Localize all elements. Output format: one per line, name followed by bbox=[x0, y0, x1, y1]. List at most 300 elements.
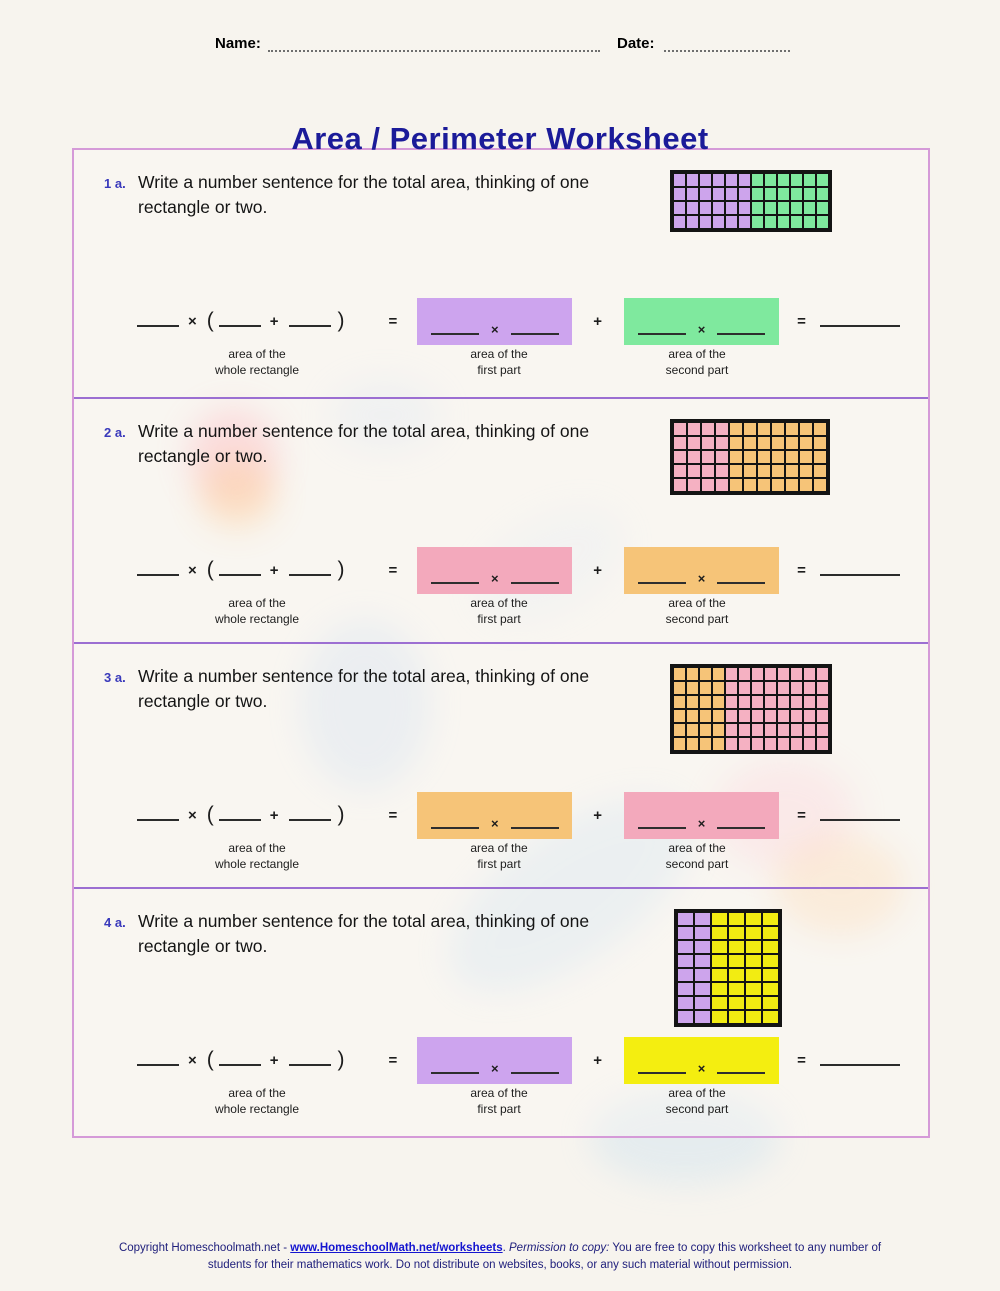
grid-cell bbox=[746, 955, 761, 967]
grid-cell bbox=[726, 188, 737, 200]
grid-cell bbox=[678, 969, 693, 981]
grid-cell bbox=[712, 927, 727, 939]
grid-cell bbox=[804, 738, 815, 750]
problem-4 bbox=[74, 887, 928, 1136]
grid-cell bbox=[814, 451, 826, 463]
grid-cell bbox=[674, 174, 685, 186]
grid-cell bbox=[729, 969, 744, 981]
grid-cell bbox=[800, 437, 812, 449]
second-part-label: area of the second part bbox=[665, 347, 729, 378]
plus-sign: + bbox=[593, 312, 603, 330]
first-part-label: area of the first part bbox=[470, 1086, 528, 1117]
grid-cell bbox=[687, 724, 698, 736]
grid-cell bbox=[800, 423, 812, 435]
grid-cell bbox=[739, 724, 750, 736]
grid-cell bbox=[765, 188, 776, 200]
grid-cell bbox=[778, 174, 789, 186]
grid-cell bbox=[700, 738, 711, 750]
grid-cell bbox=[687, 202, 698, 214]
grid-cell bbox=[678, 927, 693, 939]
grid-cell bbox=[713, 202, 724, 214]
times-sign: × bbox=[188, 806, 197, 824]
grid-cell bbox=[772, 451, 784, 463]
problem-prompt: Write a number sentence for the total area, thinking of one rectangle or two. bbox=[138, 421, 590, 466]
problem-prompt: Write a number sentence for the total area, thinking of one rectangle or two. bbox=[138, 172, 590, 217]
grid-cell bbox=[729, 997, 744, 1009]
grid-cell bbox=[817, 174, 828, 186]
grid-cell bbox=[716, 465, 728, 477]
grid-cell bbox=[778, 668, 789, 680]
grid-cell bbox=[758, 423, 770, 435]
grid-cell bbox=[791, 738, 802, 750]
grid-cell bbox=[772, 465, 784, 477]
grid-cell bbox=[817, 668, 828, 680]
first-part-label: area of the first part bbox=[470, 841, 528, 872]
grid-cell bbox=[678, 955, 693, 967]
grid-cell bbox=[695, 983, 710, 995]
grid-cell bbox=[791, 216, 802, 228]
grid-cell bbox=[702, 423, 714, 435]
equation-row bbox=[74, 1034, 928, 1086]
blank-first-width bbox=[219, 809, 261, 821]
grid-cell bbox=[702, 479, 714, 491]
whole-rectangle-label: area of the whole rectangle bbox=[214, 596, 300, 627]
grid-cell bbox=[678, 983, 693, 995]
grid-cell bbox=[763, 983, 778, 995]
grid-cell bbox=[765, 724, 776, 736]
grid-cell bbox=[778, 188, 789, 200]
grid-cell bbox=[765, 174, 776, 186]
grid-cell bbox=[800, 451, 812, 463]
blank-whole-width bbox=[137, 809, 179, 821]
grid-cell bbox=[763, 913, 778, 925]
times-sign: × bbox=[697, 321, 706, 337]
grid-cell bbox=[700, 216, 711, 228]
grid-cell bbox=[702, 465, 714, 477]
grid-cell bbox=[817, 202, 828, 214]
grid-cell bbox=[700, 710, 711, 722]
blank-second-length bbox=[638, 582, 686, 584]
blank-whole-width bbox=[137, 564, 179, 576]
blank-total-area bbox=[820, 809, 900, 821]
grid-cell bbox=[739, 188, 750, 200]
grid-cell bbox=[687, 738, 698, 750]
grid-cell bbox=[730, 451, 742, 463]
date-blank-line bbox=[664, 36, 790, 52]
name-blank-line bbox=[268, 36, 600, 52]
problem-1 bbox=[74, 150, 928, 397]
plus-sign: + bbox=[269, 561, 279, 579]
second-part-box bbox=[624, 792, 779, 839]
plus-sign: + bbox=[269, 312, 279, 330]
grid-cell bbox=[729, 913, 744, 925]
grid-cell bbox=[758, 451, 770, 463]
equals-sign: = bbox=[388, 561, 398, 579]
grid-cell bbox=[758, 437, 770, 449]
grid-cell bbox=[744, 451, 756, 463]
grid-cell bbox=[791, 174, 802, 186]
grid-cell bbox=[700, 202, 711, 214]
whole-rectangle-label: area of the whole rectangle bbox=[214, 841, 300, 872]
plus-sign: + bbox=[269, 806, 279, 824]
problem-2 bbox=[74, 397, 928, 642]
grid-cell bbox=[778, 682, 789, 694]
worksheets-link[interactable]: www.HomeschoolMath.net/worksheets bbox=[290, 1242, 503, 1254]
first-part-label: area of the first part bbox=[470, 347, 528, 378]
blank-whole-width bbox=[137, 315, 179, 327]
grid-cell bbox=[817, 696, 828, 708]
grid-cell bbox=[817, 682, 828, 694]
times-sign: × bbox=[188, 1051, 197, 1069]
grid-cell bbox=[674, 188, 685, 200]
grid-cell bbox=[739, 682, 750, 694]
grid-cell bbox=[730, 423, 742, 435]
grid-cell bbox=[713, 724, 724, 736]
grid-cell bbox=[814, 479, 826, 491]
blank-second-width bbox=[289, 564, 331, 576]
blank-total-area bbox=[820, 1054, 900, 1066]
first-part-box bbox=[417, 298, 572, 345]
date-label: Date: bbox=[617, 35, 655, 52]
grid-cell bbox=[800, 465, 812, 477]
grid-cell bbox=[804, 188, 815, 200]
grid-cell bbox=[688, 479, 700, 491]
grid-cell bbox=[713, 738, 724, 750]
blank-second-height bbox=[717, 827, 765, 829]
grid-cell bbox=[700, 174, 711, 186]
plus-sign: + bbox=[593, 1051, 603, 1069]
problem-number: 2 a. bbox=[104, 425, 126, 440]
grid-cell bbox=[695, 941, 710, 953]
blank-first-width bbox=[219, 564, 261, 576]
blank-first-height bbox=[511, 827, 559, 829]
times-sign: × bbox=[188, 312, 197, 330]
equals-sign: = bbox=[388, 312, 398, 330]
grid-cell bbox=[726, 202, 737, 214]
grid-cell bbox=[678, 997, 693, 1009]
grid-cell bbox=[674, 451, 686, 463]
grid-cell bbox=[695, 1011, 710, 1023]
equals-sign: = bbox=[797, 1051, 806, 1069]
close-paren: ) bbox=[337, 309, 345, 332]
grid-cell bbox=[765, 696, 776, 708]
blank-total-area bbox=[820, 315, 900, 327]
times-sign: × bbox=[491, 1060, 499, 1076]
grid-cell bbox=[712, 913, 727, 925]
grid-cell bbox=[712, 969, 727, 981]
grid-cell bbox=[687, 696, 698, 708]
equals-sign: = bbox=[797, 806, 806, 824]
grid-cell bbox=[778, 696, 789, 708]
grid-cell bbox=[674, 423, 686, 435]
grid-cell bbox=[804, 216, 815, 228]
grid-cell bbox=[674, 682, 685, 694]
grid-cell bbox=[772, 423, 784, 435]
blank-first-length bbox=[431, 1072, 479, 1074]
grid-cell bbox=[674, 202, 685, 214]
grid-cell bbox=[744, 465, 756, 477]
area-grid bbox=[674, 909, 782, 1027]
open-paren: ( bbox=[206, 309, 214, 332]
grid-cell bbox=[765, 710, 776, 722]
grid-cell bbox=[752, 738, 763, 750]
grid-cell bbox=[778, 724, 789, 736]
grid-cell bbox=[674, 216, 685, 228]
area-grid bbox=[670, 419, 830, 495]
copyright-text: . bbox=[502, 1242, 510, 1254]
grid-cell bbox=[791, 724, 802, 736]
grid-cell bbox=[695, 927, 710, 939]
grid-cell bbox=[739, 710, 750, 722]
grid-cell bbox=[739, 216, 750, 228]
grid-cell bbox=[814, 437, 826, 449]
grid-cell bbox=[687, 710, 698, 722]
grid-cell bbox=[814, 423, 826, 435]
grid-cell bbox=[763, 927, 778, 939]
open-paren: ( bbox=[206, 803, 214, 826]
blank-second-width bbox=[289, 1054, 331, 1066]
grid-cell bbox=[765, 682, 776, 694]
grid-cell bbox=[817, 710, 828, 722]
grid-cell bbox=[778, 738, 789, 750]
grid-cell bbox=[713, 682, 724, 694]
problem-number: 4 a. bbox=[104, 915, 126, 930]
open-paren: ( bbox=[206, 1048, 214, 1071]
grid-cell bbox=[746, 969, 761, 981]
second-part-label: area of the second part bbox=[665, 841, 729, 872]
close-paren: ) bbox=[337, 1048, 345, 1071]
grid-cell bbox=[678, 941, 693, 953]
grid-cell bbox=[804, 174, 815, 186]
grid-cell bbox=[674, 724, 685, 736]
second-part-box bbox=[624, 1037, 779, 1084]
first-part-box bbox=[417, 547, 572, 594]
problem-prompt: Write a number sentence for the total area, thinking of one rectangle or two. bbox=[138, 911, 590, 956]
blank-total-area bbox=[820, 564, 900, 576]
grid-cell bbox=[712, 1011, 727, 1023]
grid-cell bbox=[791, 188, 802, 200]
grid-cell bbox=[674, 738, 685, 750]
grid-cell bbox=[804, 682, 815, 694]
grid-cell bbox=[763, 941, 778, 953]
grid-cell bbox=[716, 451, 728, 463]
grid-cell bbox=[726, 738, 737, 750]
grid-cell bbox=[700, 724, 711, 736]
grid-cell bbox=[752, 188, 763, 200]
blank-first-width bbox=[219, 315, 261, 327]
grid-cell bbox=[765, 202, 776, 214]
grid-cell bbox=[687, 668, 698, 680]
grid-cell bbox=[695, 955, 710, 967]
grid-cell bbox=[744, 437, 756, 449]
grid-cell bbox=[763, 997, 778, 1009]
grid-cell bbox=[804, 202, 815, 214]
grid-cell bbox=[746, 1011, 761, 1023]
blank-second-length bbox=[638, 827, 686, 829]
grid-cell bbox=[730, 437, 742, 449]
blank-first-width bbox=[219, 1054, 261, 1066]
grid-cell bbox=[739, 696, 750, 708]
first-part-box bbox=[417, 792, 572, 839]
grid-cell bbox=[786, 465, 798, 477]
grid-cell bbox=[688, 451, 700, 463]
blank-second-height bbox=[717, 582, 765, 584]
times-sign: × bbox=[697, 1060, 706, 1076]
grid-cell bbox=[700, 682, 711, 694]
grid-cell bbox=[752, 202, 763, 214]
grid-cell bbox=[739, 738, 750, 750]
grid-cell bbox=[726, 174, 737, 186]
grid-cell bbox=[800, 479, 812, 491]
grid-cell bbox=[739, 202, 750, 214]
grid-cell bbox=[716, 423, 728, 435]
blank-second-width bbox=[289, 315, 331, 327]
grid-cell bbox=[688, 437, 700, 449]
times-sign: × bbox=[491, 321, 499, 337]
blank-second-height bbox=[717, 333, 765, 335]
grid-cell bbox=[765, 668, 776, 680]
copyright-footer bbox=[110, 1240, 890, 1275]
grid-cell bbox=[713, 188, 724, 200]
equals-sign: = bbox=[797, 312, 806, 330]
grid-cell bbox=[713, 696, 724, 708]
equals-sign: = bbox=[388, 806, 398, 824]
grid-cell bbox=[786, 479, 798, 491]
worksheet-body bbox=[72, 148, 930, 1138]
blank-whole-width bbox=[137, 1054, 179, 1066]
equals-sign: = bbox=[388, 1051, 398, 1069]
grid-cell bbox=[687, 216, 698, 228]
grid-cell bbox=[702, 451, 714, 463]
grid-cell bbox=[695, 997, 710, 1009]
grid-cell bbox=[791, 668, 802, 680]
grid-cell bbox=[726, 216, 737, 228]
permission-label: Permission to copy: bbox=[509, 1242, 610, 1254]
grid-cell bbox=[700, 668, 711, 680]
grid-cell bbox=[726, 682, 737, 694]
open-paren: ( bbox=[206, 558, 214, 581]
second-part-label: area of the second part bbox=[665, 1086, 729, 1117]
grid-cell bbox=[678, 1011, 693, 1023]
grid-cell bbox=[674, 479, 686, 491]
grid-cell bbox=[786, 437, 798, 449]
problem-number: 3 a. bbox=[104, 670, 126, 685]
grid-cell bbox=[687, 682, 698, 694]
grid-cell bbox=[674, 696, 685, 708]
plus-sign: + bbox=[269, 1051, 279, 1069]
grid-cell bbox=[744, 479, 756, 491]
grid-cell bbox=[674, 668, 685, 680]
grid-cell bbox=[726, 710, 737, 722]
grid-cell bbox=[786, 451, 798, 463]
grid-cell bbox=[688, 423, 700, 435]
grid-cell bbox=[700, 188, 711, 200]
name-label: Name: bbox=[215, 35, 261, 52]
whole-rectangle-label: area of the whole rectangle bbox=[214, 347, 300, 378]
grid-cell bbox=[674, 465, 686, 477]
grid-cell bbox=[746, 927, 761, 939]
grid-cell bbox=[688, 465, 700, 477]
grid-cell bbox=[729, 927, 744, 939]
grid-cell bbox=[712, 997, 727, 1009]
grid-cell bbox=[791, 710, 802, 722]
grid-cell bbox=[730, 465, 742, 477]
times-sign: × bbox=[188, 561, 197, 579]
area-grid bbox=[670, 664, 832, 754]
grid-cell bbox=[778, 710, 789, 722]
grid-cell bbox=[695, 913, 710, 925]
grid-cell bbox=[713, 710, 724, 722]
close-paren: ) bbox=[337, 803, 345, 826]
grid-cell bbox=[746, 997, 761, 1009]
grid-cell bbox=[791, 682, 802, 694]
blank-first-length bbox=[431, 582, 479, 584]
grid-cell bbox=[804, 696, 815, 708]
grid-cell bbox=[817, 738, 828, 750]
grid-cell bbox=[772, 437, 784, 449]
grid-cell bbox=[765, 216, 776, 228]
grid-cell bbox=[729, 983, 744, 995]
times-sign: × bbox=[491, 570, 499, 586]
grid-cell bbox=[772, 479, 784, 491]
grid-cell bbox=[702, 437, 714, 449]
grid-cell bbox=[730, 479, 742, 491]
grid-cell bbox=[804, 668, 815, 680]
copyright-text: Copyright Homeschoolmath.net - bbox=[118, 1242, 291, 1254]
grid-cell bbox=[752, 710, 763, 722]
blank-second-width bbox=[289, 809, 331, 821]
area-grid bbox=[670, 170, 832, 232]
grid-cell bbox=[804, 724, 815, 736]
second-part-box bbox=[624, 298, 779, 345]
grid-cell bbox=[752, 216, 763, 228]
grid-cell bbox=[713, 216, 724, 228]
grid-cell bbox=[739, 668, 750, 680]
whole-rectangle-label: area of the whole rectangle bbox=[214, 1086, 300, 1117]
blank-second-length bbox=[638, 333, 686, 335]
blank-first-length bbox=[431, 827, 479, 829]
problem-3 bbox=[74, 642, 928, 887]
grid-cell bbox=[746, 913, 761, 925]
plus-sign: + bbox=[593, 561, 603, 579]
grid-cell bbox=[752, 668, 763, 680]
grid-cell bbox=[758, 479, 770, 491]
grid-cell bbox=[726, 668, 737, 680]
equation-row bbox=[74, 295, 928, 347]
grid-cell bbox=[729, 941, 744, 953]
blank-second-length bbox=[638, 1072, 686, 1074]
grid-cell bbox=[746, 941, 761, 953]
first-part-label: area of the first part bbox=[470, 596, 528, 627]
blank-first-height bbox=[511, 333, 559, 335]
permission-text: You are free to copy this worksheet to any number of students for their mathematics work. Do not distribute on websites, books, or any such material without permission. bbox=[207, 1242, 882, 1272]
grid-cell bbox=[817, 724, 828, 736]
grid-cell bbox=[817, 216, 828, 228]
grid-cell bbox=[687, 188, 698, 200]
grid-cell bbox=[678, 913, 693, 925]
grid-cell bbox=[674, 437, 686, 449]
times-sign: × bbox=[697, 570, 706, 586]
times-sign: × bbox=[491, 815, 499, 831]
grid-cell bbox=[752, 696, 763, 708]
grid-cell bbox=[695, 969, 710, 981]
blank-first-length bbox=[431, 333, 479, 335]
blank-second-height bbox=[717, 1072, 765, 1074]
grid-cell bbox=[814, 465, 826, 477]
grid-cell bbox=[791, 202, 802, 214]
grid-cell bbox=[752, 724, 763, 736]
close-paren: ) bbox=[337, 558, 345, 581]
